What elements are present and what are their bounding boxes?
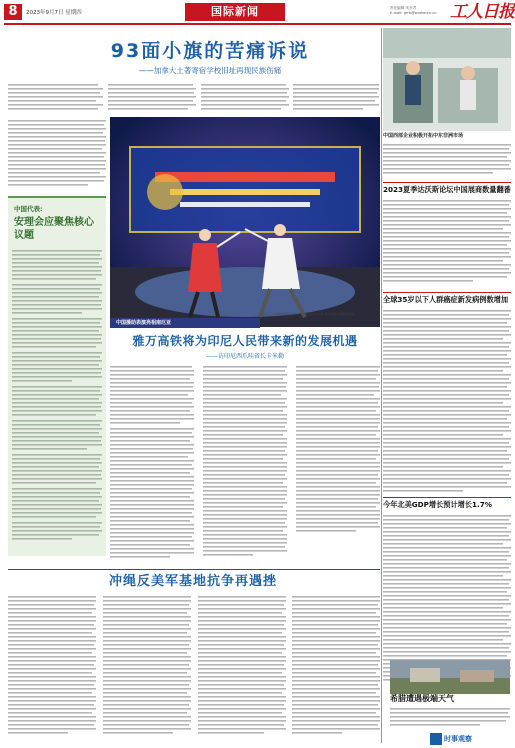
stage-illustration: [110, 117, 380, 327]
email-line: E-mail: grrb@workercn.cn: [390, 10, 437, 15]
factory-photo: [383, 28, 511, 131]
right-divider-3: [383, 497, 511, 498]
tag-square-icon: [430, 733, 442, 745]
right-headline-2: 全球35岁以下人群癌症新发病例数增加: [383, 295, 509, 304]
right-photo-caption: 中国西部企业积极开拓中东非洲市场: [383, 133, 464, 139]
main-subheadline: ——加拿大土著寄宿学校旧址再现民族伤痛: [138, 66, 282, 75]
factory-illustration: [383, 28, 511, 131]
column-rule-vertical: [381, 28, 382, 743]
sidebar-body: [12, 248, 102, 548]
editor-info: [390, 6, 437, 15]
main-story-body: [8, 82, 380, 114]
page-number: 8: [4, 4, 22, 20]
main-headline: 93面小旗的苦痛诉说: [110, 40, 310, 62]
sidebar-kicker: 中国代表:: [14, 205, 43, 213]
sidebar-headline: 安理会应聚焦核心议题: [14, 217, 94, 241]
text-lines: [383, 142, 511, 182]
right-headline-4: 希腊遭遇极端天气: [390, 694, 454, 703]
text-lines: [383, 198, 511, 290]
right-divider-2: [383, 292, 511, 293]
middle-headline: 雅万高铁将为印尼人民带来新的发展机遇: [132, 334, 358, 348]
bottom-section-rule: [8, 569, 380, 570]
right-text-3: [383, 308, 511, 496]
text-lines: [12, 248, 102, 548]
tag-label: 时事观察: [444, 735, 472, 743]
right-text-5: [390, 706, 510, 730]
section-title: 国际新闻: [185, 3, 285, 21]
left-column-text: [8, 118, 106, 192]
flood-photo: [390, 660, 510, 694]
right-text-1: [383, 142, 511, 182]
bottom-headline: 冲绳反美军基地抗争再遇挫: [108, 574, 277, 589]
text-lines: [8, 594, 380, 742]
middle-story-body: [110, 364, 380, 564]
middle-subheadline: ——访印尼西爪哇省长卡米勒: [205, 353, 284, 360]
text-lines: [8, 118, 106, 192]
right-headline-3: 今年北美GDP增长预计增长1.7%: [383, 500, 492, 509]
issue-date: 2023年9月7日 星期四: [26, 10, 82, 16]
flood-illustration: [390, 660, 510, 694]
text-lines: [110, 364, 380, 564]
text-lines: [390, 706, 510, 730]
text-lines: [383, 308, 511, 496]
performance-photo: [110, 117, 380, 327]
photo-headline: 中国援助表演亮相南厄亚: [110, 318, 260, 328]
newspaper-logo: 工人日报: [450, 2, 514, 22]
text-lines: [8, 82, 380, 114]
section-tag: [430, 733, 510, 745]
header-divider: [4, 23, 511, 25]
right-text-2: [383, 198, 511, 290]
right-divider-1: [383, 182, 511, 183]
photo-caption: 9月5日,柬埔寨首都金边举行大型中国文化活动,演员表演中国传统戏剧。: [262, 312, 358, 316]
editor-line: 责任编辑:朱东君: [390, 6, 417, 10]
bottom-story-body: [8, 594, 380, 742]
right-headline-1: 2023夏季达沃斯论坛中国展商数量翻番: [383, 185, 511, 194]
